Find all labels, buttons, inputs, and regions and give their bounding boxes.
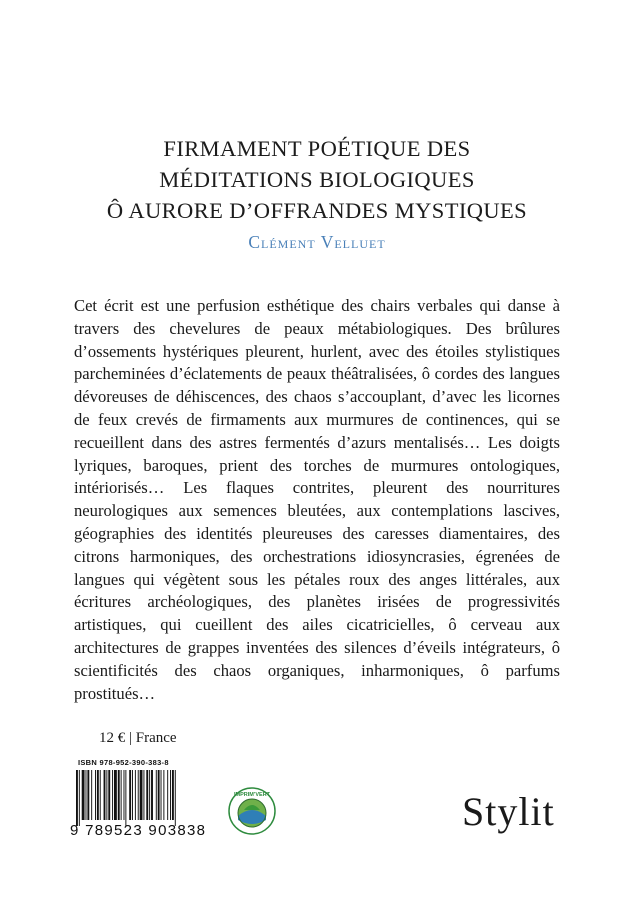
publisher-logo: Stylit: [462, 789, 555, 834]
barcode-icon: [74, 770, 208, 826]
eco-logo-text: IMPRIM’VERT: [233, 792, 271, 798]
isbn-label: ISBN 978-952-390-383-8: [78, 758, 169, 767]
title-line-3: Ô AURORE D’OFFRANDES MYSTIQUES: [106, 198, 528, 223]
back-cover-blurb: Cet écrit est une perfusion esthétique des chairs verbales qui danse à travers des chevelures de peaux métabiologiques. Des brûlures d’ossements hystériques pleurent, hurlent, avec des étoiles stylistiques parcheminées d’éclatements de peaux théâtralisées, ô cordes des langues dévoreuses de déhiscences, des chaos s’accouplant, d’avec les licornes de feux crevés de firmaments aux murmures de continences, qui se recueillent dans des astres fermentés d’azurs mentalisés… Les doigts lyriques, baroques, prient des torches de murmures ontologiques, intériorisés… Les flaques contrites, pleurent des nourritures neurologiques aux semences bleutées, aux contemplations lascives, géographies des identités pleureuses des caresses diamentaires, des citrons harmoniques, des orchestrations idiosyncrasies, égrenées de langues qui végètent sous les pétales roux des anges littérales, aux écritures archéologiques, des planètes irisées de progressivités artistiques, qui cueillent des ailes cicatricielles, ô cerveau aux architectures de grappes inventées des silences d’éveils intégrateurs, ô scientificités des chaos organiques, inharmoniques, ô parfums prostitués…: [74, 296, 560, 703]
title-line-2: MÉDITATIONS BIOLOGIQUES: [159, 167, 475, 192]
price-label: 12 € | France: [99, 730, 177, 746]
imprim-vert-logo-icon: [227, 786, 277, 836]
author-name: Clément Velluet: [248, 232, 386, 252]
title-line-1: FIRMAMENT POÉTIQUE DES: [163, 136, 471, 161]
book-title: [0, 133, 634, 226]
barcode-number: 9 789523 903838: [70, 822, 207, 839]
